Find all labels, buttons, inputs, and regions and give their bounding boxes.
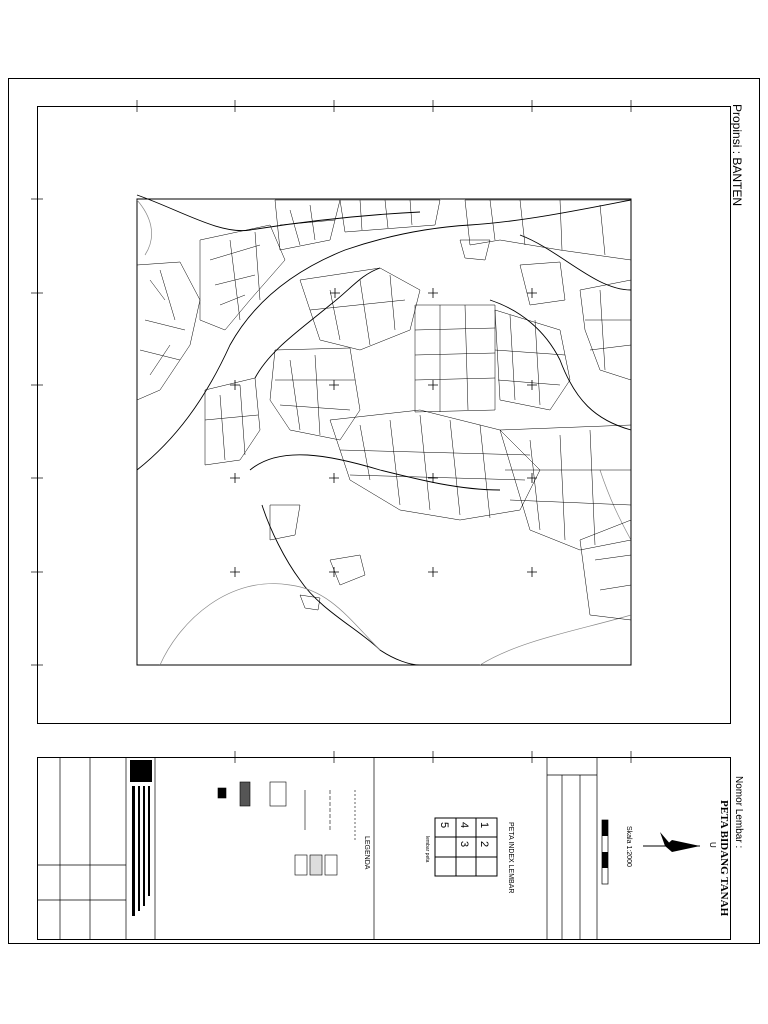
land-boundary	[137, 200, 631, 665]
land-parcels	[137, 200, 631, 620]
sheet-title: PETA BIDANG TANAH	[718, 800, 730, 917]
legend-symbols	[218, 782, 355, 875]
index-cell-2: 2	[478, 841, 490, 848]
index-map-title: PETA INDEX LEMBAR	[507, 822, 514, 894]
scale-bar	[602, 820, 608, 884]
index-cell-5: 5	[438, 822, 450, 829]
river-outline	[137, 195, 631, 665]
scale-label: Skala 1:2000	[625, 826, 632, 867]
title-block-marker	[130, 760, 152, 782]
sheet-number-label: Nomor Lembar :	[733, 776, 744, 849]
grid-crosshairs	[230, 288, 537, 577]
index-map-caption: lembar peta	[424, 836, 430, 863]
title-block-text-lines	[132, 786, 150, 916]
north-arrow-icon	[643, 832, 700, 852]
index-cell-1: 1	[478, 822, 490, 829]
province-label: Propinsi : BANTEN	[730, 104, 744, 207]
index-cell-3: 3	[458, 841, 470, 848]
parcel-map-area	[137, 199, 631, 665]
index-cell-4: 4	[458, 822, 470, 829]
legend-title: LEGENDA	[363, 836, 370, 870]
north-letter: U	[708, 842, 717, 848]
